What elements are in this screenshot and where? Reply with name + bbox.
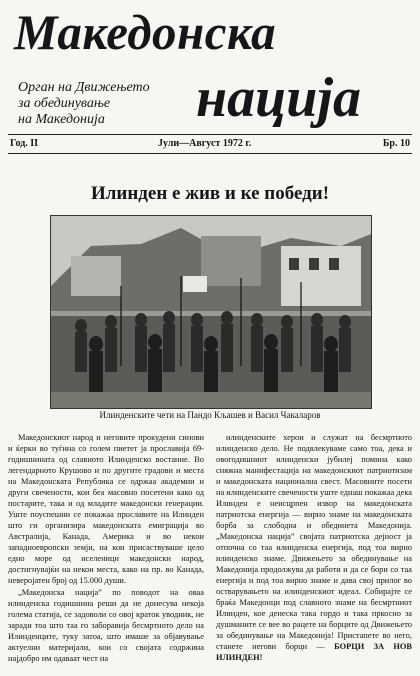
- article-text: илинденските херои и служат на бесмртното илинденско дело. Не подвлекуваме само тоа, дека и овогодишниот илинденски јубилеј помина како сняжна манифестација на македонскиот патриотизам и македонската национална свест. Масовните посети на илинденските свечености уште еднаш покажаа дека Илинден е неисцрпен извор на македонската патриотска енергија — вирно знаме на македонската борба за слободна и обединета Македонија. „Македонска нација” својата патриотска дејност ја отпочна со таа илинденска енергија, под тоа вирно илинденско знаме. Движењето за обединување на Македонија продолжува да работи и да се бори со таа енергија и под тоа вирно знаме и дава свој прилог во остварувањето на илинденскиот идеал. Собирајте се браќа Македонци под славното знаме на бесмртниот Илинден, кое денеска така гордо и така пркосно за душманите се вее во рацете на борците од Движењето за обединување на Македонија! Пристапете во него, станете негови борци —: [216, 433, 412, 651]
- photo-illustration: [51, 216, 371, 408]
- masthead-title: Македонска: [14, 4, 277, 60]
- article-body: [8, 432, 412, 670]
- tagline-line: за обединување: [18, 96, 111, 111]
- article-paragraph: „Македонска нација” по поводот на оваа илинденска годишнина реши да не донесува некоја голема статија, се задоволи со овој краток уводник, не заради тоа што таа го заборавија бесмртното дело на Илинденците, туку затоа, што имаше за објавување актуелни материјали, кои со својата содржина најдобро им одаваат чест на: [8, 588, 204, 663]
- article-headline: Илинден е жив и ке победи!: [90, 183, 330, 204]
- photo-caption: Илинденските чети на Пандо Кљашев и Васил Чакаларов: [99, 410, 321, 420]
- tagline-line: на Македонија: [18, 112, 105, 127]
- tagline-line: Орган на Движењето: [18, 80, 150, 95]
- issue-number: Бр. 10: [382, 138, 410, 149]
- issue-rule-bottom: [8, 153, 412, 154]
- issue-rule-top: [8, 134, 412, 135]
- article-paragraph: [216, 432, 412, 663]
- issue-volume: Год. II: [10, 138, 39, 149]
- article-column-left: [8, 432, 204, 670]
- masthead-title-second-line: нација: [196, 67, 361, 129]
- article-closing: БОРЦИ ЗА НОВ ИЛИНДЕН!: [216, 642, 412, 662]
- article-photo: [50, 215, 372, 409]
- article-column-right: [216, 432, 412, 670]
- article-paragraph: Македонскиот народ и неговите прокудени синови и ќерки во туѓина со голем пиетет ја прославија 69-годишнината од славното Илинденско востание. Во легендарното Крушово и по другите градови и места на Македонската Република се одржаа академии и други свечености, кои беа масовно посетени како од постарите, така и од младите македонски генерации. Уште поуспешни се покажаа прославите на Илинден што ги организира македонската емиграција во Австралија, Канада, Америка и во некои западноевропски земји, на кои присаствуваше цело едно море од иселеници македонски народ, достигнувајќи на некои места, како на пр. во Канада, невероjатен број од 15.000 души.: [8, 433, 204, 585]
- masthead-tagline: [18, 80, 150, 128]
- issue-date: Јули—Август 1972 г.: [158, 138, 252, 149]
- issue-info-bar: [10, 136, 410, 152]
